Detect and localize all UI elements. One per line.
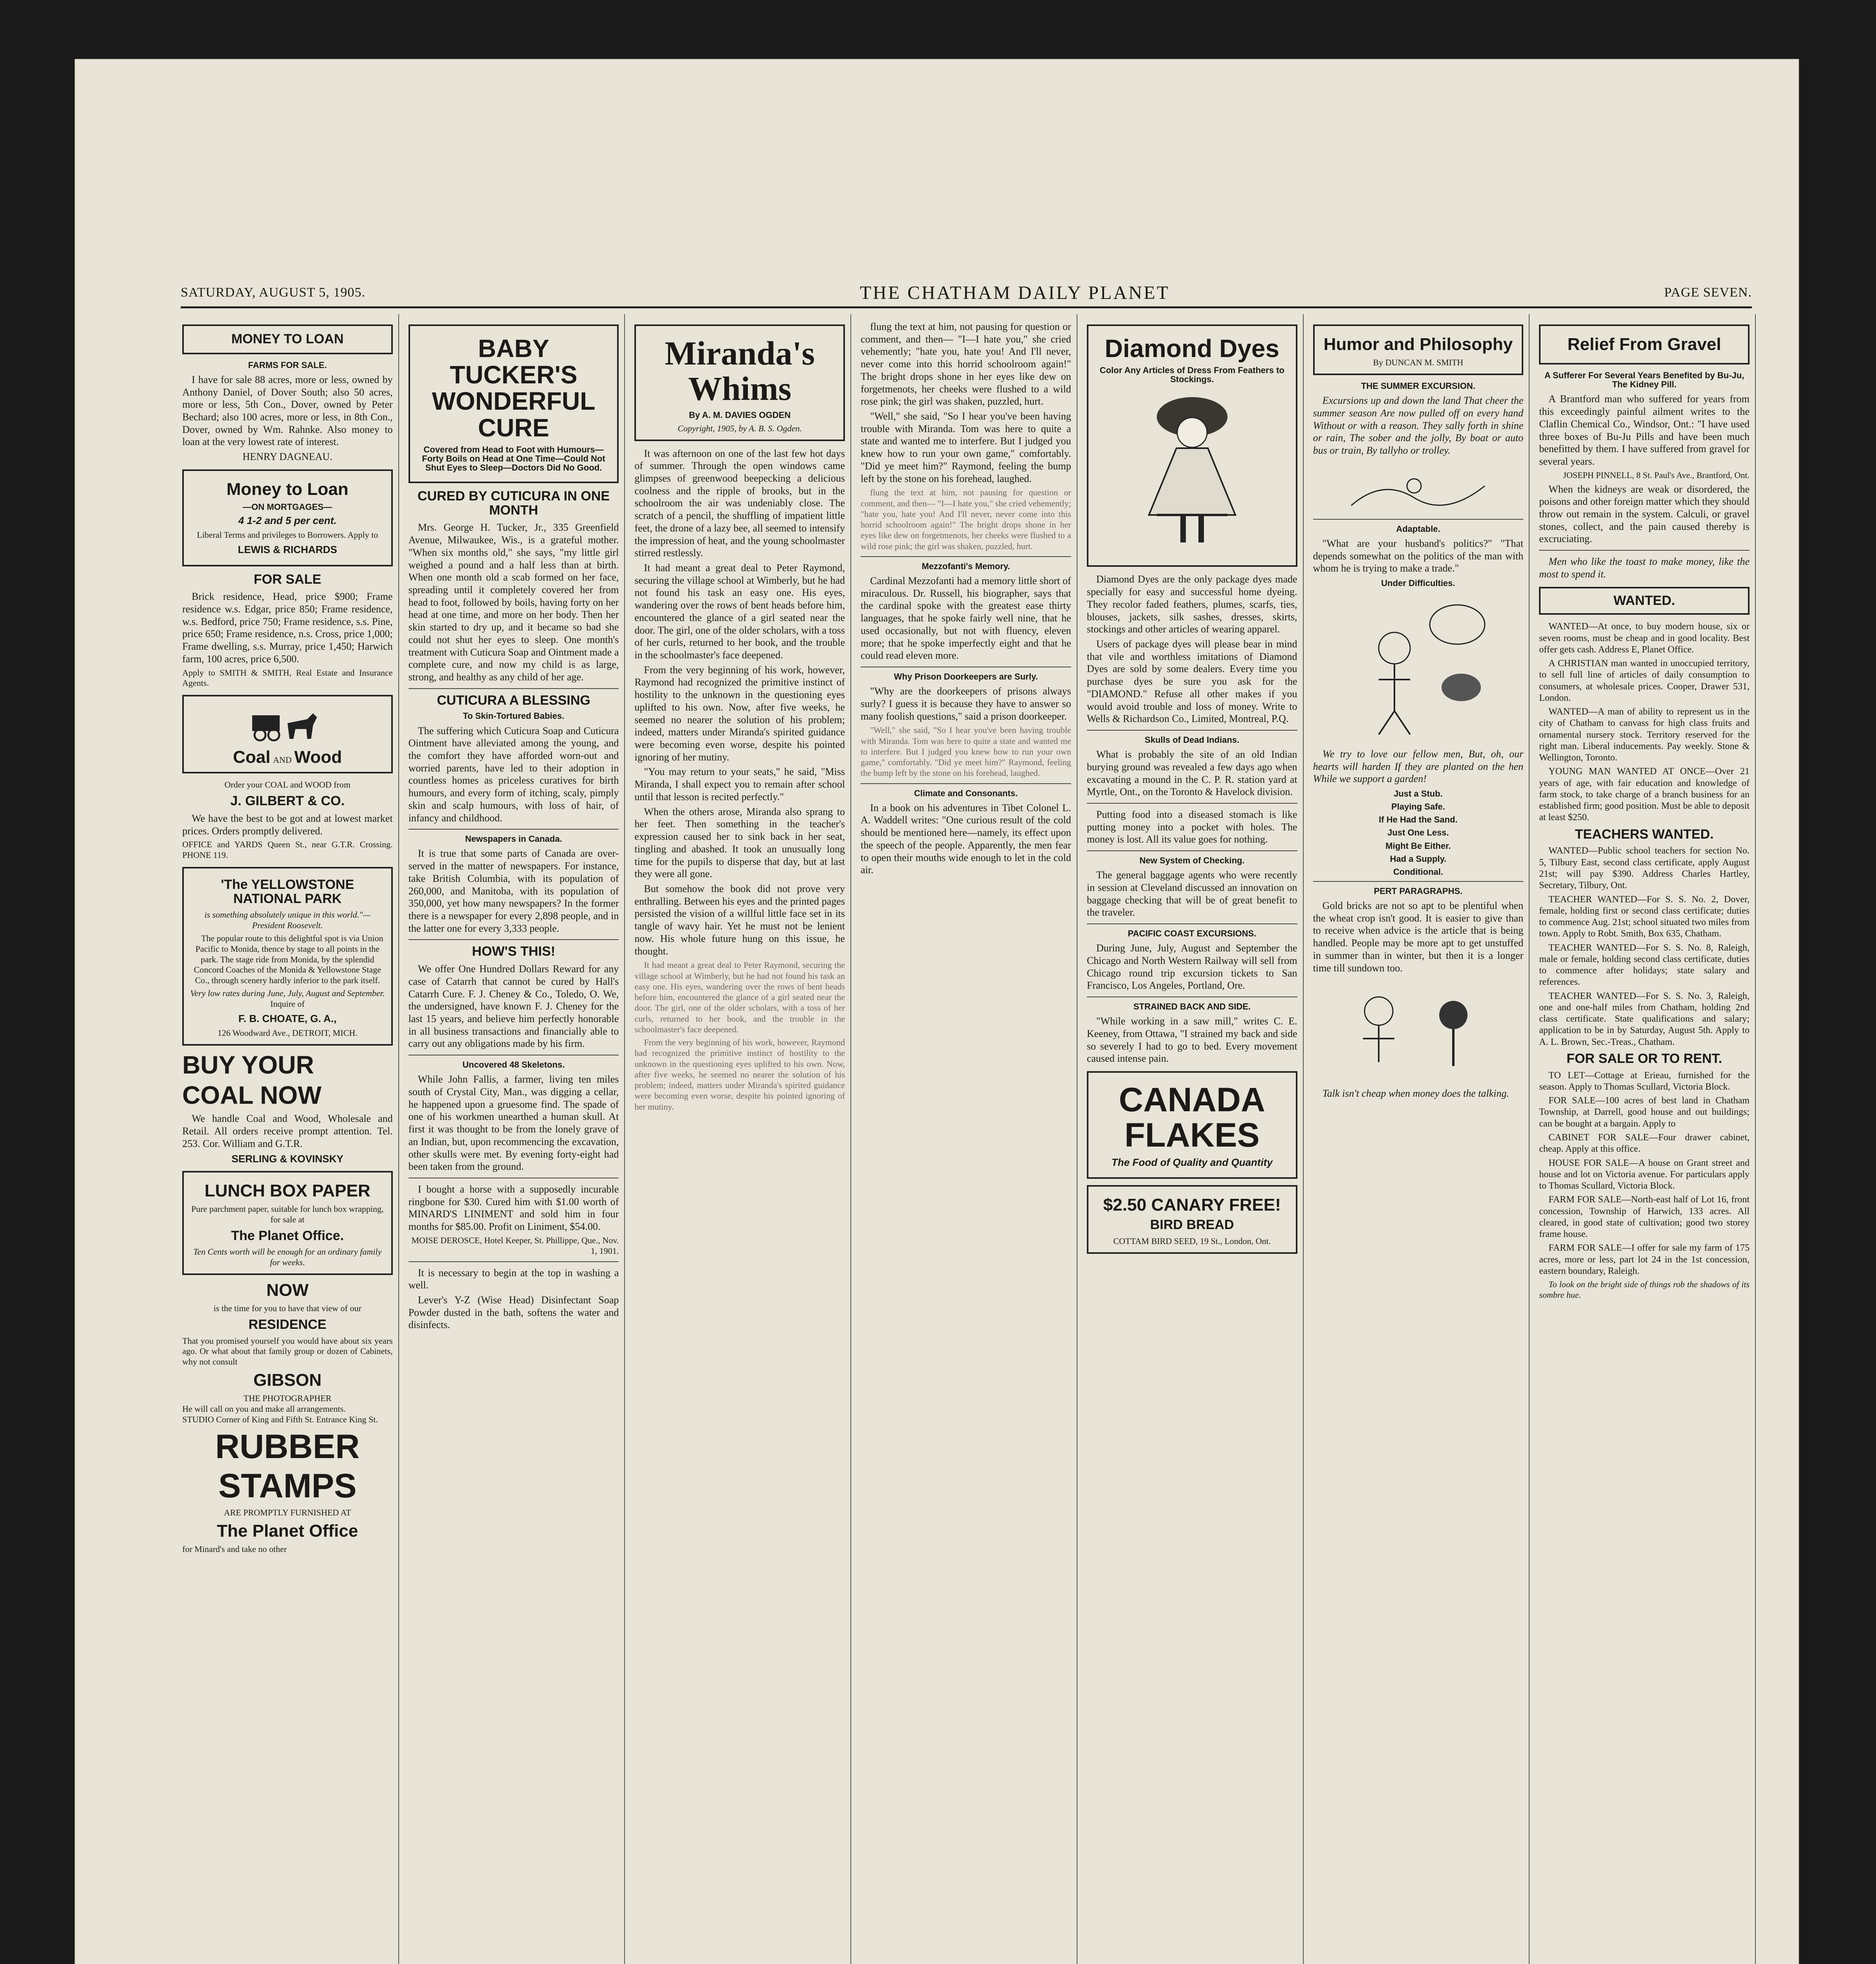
buy-your-heading: BUY YOUR — [182, 1050, 314, 1079]
strained-body: "While working in a saw mill," writes C. E. Keeney, from Ottawa, "I strained my back and side so severely I had to go to bed. Every movement caused intense pain. — [1086, 1015, 1297, 1064]
now-text: is the time for you to have that view of our — [213, 1303, 362, 1314]
dyes-body: Users of package dyes will please bear in mind that vile and worthless imitations of Diamond Dyes are sold by some dealers. Every time you purchase dyes be sure you ask for the "DIAMOND." Refuse all other makes if you would avoid trouble and loss of money. Write to Wells & Richardson Co., Limited, Montreal, P.Q. — [1086, 638, 1297, 725]
coal-wood-ad — [182, 695, 393, 773]
issue-date: SATURDAY, AUGUST 5, 1905. — [181, 285, 366, 300]
story-paragraph: From the very beginning of his work, however, Raymond had recognized the primitive instinct of hostility to the unknown in the questioning eyes uplifted to his own. Now, after five weeks, he seemed no nearer the solution of his problem; indeed, matters under Miranda's spirited guidance were becoming even worse, despite his pointed ignoring of her mutiny. — [634, 664, 845, 763]
classified-item: TEACHER WANTED—For S. S. No. 3, Raleigh, one and one-half miles from Chatham, holding 2nd class certificate. State qualifications and salary; application to be in by Saturday, August 5th. Apply to A. L. Brown, Sec.-Treas., Chatham. — [1539, 991, 1750, 1047]
column-5 — [1081, 314, 1304, 1964]
for-sale-rent-heading: FOR SALE OR TO RENT. — [1566, 1051, 1722, 1066]
sand-heading: If He Had the Sand. — [1379, 815, 1458, 825]
prison-body: "Well," she said, "So I hear you've been having trouble with Miranda. Tom was here to quite a state and wanted me to interfere. But I judged you knew how to run your own game," comfortably. "Did ye meet him?" Raymond, feeling the bump left by the stone on his forehead, laughed. — [861, 725, 1071, 778]
ad-subheading: —ON MORTGAGES— — [243, 502, 332, 512]
classified-item: A CHRISTIAN man wanted in unoccupied territory, to sell full line of articles of daily consumption to consumers, at wholesale prices. Cooper, Drawer 531, London. — [1539, 658, 1750, 703]
pert-heading: PERT PARAGRAPHS. — [1374, 886, 1463, 896]
gravel-body: When the kidneys are weak or disordered, the poisons and other foreign matter which they should throw out remain in the system. Calculi, or gravel stones, collect, and the pain caused thereby is excruciating. — [1539, 483, 1750, 545]
canary-ad — [1087, 1185, 1297, 1254]
ad-rates: Very low rates during June, July, August and September. — [190, 988, 385, 998]
gravel-heading-box — [1539, 324, 1750, 365]
story-paragraph: From the very beginning of his work, however, Raymond had recognized the primitive instinct of hostility to the unknown in the questioning eyes uplifted to his own. Now, after five weeks, he seemed no nearer the solution of his problem; indeed, matters under Miranda's spirited guidance were becoming even worse, despite his pointed ignoring of her mutiny. — [634, 1037, 845, 1112]
minard-note: for Minard's and take no other — [182, 1544, 287, 1554]
classified-item: FOR SALE—100 acres of best land in Chatham Township, at Darrell, good house and out buildings; can be bought at a bargain. Apply to — [1539, 1096, 1750, 1129]
lunch-box-ad — [182, 1171, 393, 1275]
ad-quote: is something absolutely unique in this world."— President Roosevelt. — [204, 910, 371, 931]
classified-item: FARM FOR SALE—North-east half of Lot 16, front concession, Township of Harwich, 133 acres. All cleared, in good state of cultivation; good two storey frame house. — [1539, 1195, 1750, 1240]
stomach-note: Putting food into a diseased stomach is like putting money into a pocket with holes. The money is lost. All its value goes for nothing. — [1086, 808, 1297, 845]
canada-flakes-ad — [1087, 1071, 1297, 1179]
teachers-heading: TEACHERS WANTED. — [1575, 826, 1714, 842]
hen-garden-cartoon-icon — [1336, 593, 1500, 742]
ad-firm: LEWIS & RICHARDS — [238, 544, 337, 556]
photographer-label: THE PHOTOGRAPHER — [243, 1393, 332, 1403]
blessing-heading: CUTICURA A BLESSING — [437, 693, 591, 708]
skulls-body: What is probably the site of an old Indian burying ground was revealed a few days ago when excavating a mound in the C. P. R. station yard at Myrtle, Ont., on the Toronto & Havelock division. — [1086, 749, 1297, 798]
playing-heading: Playing Safe. — [1391, 802, 1445, 812]
ad-heading: Money to Loan — [226, 479, 349, 499]
ad-body: Pure parchment paper, suitable for lunch box wrapping, for sale at — [191, 1204, 384, 1224]
humor-byline: By DUNCAN M. SMITH — [1373, 357, 1464, 368]
ad-product: BIRD BREAD — [1150, 1217, 1234, 1233]
ad-heading: MONEY TO LOAN — [231, 332, 344, 346]
rubber-heading: RUBBER — [215, 1427, 360, 1466]
residence-text: That you promised yourself you would have about six years ago. Or what about that family group or dozen of Cabinets, why not consult — [182, 1336, 393, 1367]
column-4 — [855, 314, 1077, 1964]
classified-item: FARM FOR SALE—I offer for sale my farm of 175 acres, more or less, part lot 24 in the 1st concession, eastern boundary, Raleigh. — [1539, 1243, 1750, 1276]
stub-heading: Just a Stub. — [1394, 789, 1443, 799]
column-6 — [1308, 314, 1530, 1964]
coal-office: OFFICE and YARDS Queen St., near G.T.R. Crossing. PHONE 119. — [182, 839, 393, 860]
cuticura-testimonial: Mrs. George H. Tucker, Jr., 335 Greenfield Avenue, Milwaukee, Wis., is a grateful mother. "When six months old," she says, "my little girl weighed a pound and a half less than at birth. When one month old a scab formed on her face, spreading until it completely covered her from head to foot, followed by boils, having forty on her head at one time, and more on her body. Then her skin started to dry up, and it became so bad she could not shut her eyes to sleep. One month's treatment with Cuticura Soap and Ointment made a complete cure, and now my child is as large, strong, and healthy as any child of her age. — [408, 522, 619, 683]
classified-item: TEACHER WANTED—For S. S. No. 8, Raleigh, male or female, holding second class certificate, duties to commence after holidays; state salary and references. — [1539, 942, 1750, 987]
column-3 — [629, 314, 851, 1964]
coal-firm: J. GILBERT & CO. — [230, 793, 345, 809]
diamond-dyes-ad — [1087, 324, 1297, 567]
adaptable-body: "What are your husband's politics?" "That depends somewhat on the politics of the man with whom he is trying to make a trade." — [1313, 537, 1524, 574]
ad-body: Liberal Terms and privileges to Borrowers. Apply to — [197, 530, 378, 540]
story-paragraph: But somehow the book did not prove very enthralling. Between his eyes and the printed pages persisted the vision of a willful little face set in its tangle of wavy hair. Yet he must not be lenient now. His whole future hung on this issue, he thought. — [634, 883, 845, 957]
ad-body: The popular route to this delightful spot is via Union Pacific to Monida, thence by stage to all points in the park. The stage ride from Monida, by the splendid Concord Coaches of the Monida & Yellowstone Stage Co., through scenery hardly inferior to the park itself. — [194, 933, 383, 986]
prison-heading: Why Prison Doorkeepers are Surly. — [894, 672, 1038, 682]
difficulties-heading: Under Difficulties. — [1381, 578, 1455, 588]
horse-cart-icon — [248, 707, 327, 743]
toast-note: Men who like the toast to make money, like the most to spend it. — [1539, 556, 1750, 580]
gibson-text: He will call on you and make all arrangements. — [182, 1404, 346, 1414]
gravel-title: Relief From Gravel — [1567, 335, 1721, 354]
girl-in-dress-icon — [1133, 389, 1251, 554]
well-note: It is necessary to begin at the top in washing a well. — [408, 1267, 619, 1291]
now-heading: NOW — [266, 1280, 309, 1300]
skulls-heading: Skulls of Dead Indians. — [1145, 735, 1240, 745]
ad-heading: Coal — [233, 747, 271, 767]
ad-inquire: Inquire of — [270, 998, 305, 1009]
coal-now-body: We handle Coal and Wood, Wholesale and Retail. All orders receive prompt attention. Tel. 253. Cor. William and G.T.R. — [182, 1113, 393, 1149]
story-paragraph: "Well," she said, "So I hear you've been having trouble with Miranda. Tom was here to quite a state and wanted me to interfere. But I judged you knew how to run your own game," comfortably. "Did ye meet him?" Raymond, feeling the bump left by the stone on his forehead, laughed. — [861, 410, 1071, 484]
story-paragraph: It was afternoon on one of the last few hot days of summer. Through the open windows came glimpses of greenwood beepecking a delicious coolness and the ripple of brooks, but in the schoolroom the air was undeniably close. The scratch of a pencil, the shuffling of impatient little feet, the drone of a lazy bee, all seemed to intensify the impression of heat, and the young schoolmaster stirred restlessly. — [634, 447, 845, 559]
ad-tagline: The Food of Quality and Quantity — [1111, 1156, 1273, 1168]
pacific-body: During June, July, August and September the Chicago and North Western Railway will sell from Chicago round trip excursion tickets to San Francisco, Los Angeles, Portland, Ore. — [1086, 942, 1297, 991]
classified-item: CABINET FOR SALE—Four drawer cabinet, cheap. Apply at this office. — [1539, 1132, 1750, 1154]
ad-address: COTTAM BIRD SEED, 19 St., London, Ont. — [1113, 1236, 1271, 1246]
blessing-body: The suffering which Cuticura Soap and Cuticura Ointment have alleviated among the young, and the comfort they have afforded worn-out and worried parents, have led to their adoption in countless homes as priceless curatives for birth humours, and every form of itching, scaly, pimply skin and scalp humours, with loss of hair, of infancy and childhood. — [408, 725, 619, 824]
conditional-heading: Conditional. — [1393, 867, 1443, 877]
for-sale-contact: Apply to SMITH & SMITH, Real Estate and Insurance Agents. — [182, 667, 393, 688]
news-heading: Newspapers in Canada. — [465, 834, 562, 844]
newspaper-title: THE CHATHAM DAILY PLANET — [859, 282, 1170, 303]
money-to-loan-ad — [182, 324, 393, 354]
story-paragraph: "You may return to your seats," he said, "Miss Miranda, I shall expect you to remain after school until that lesson is recited perfectly." — [634, 766, 845, 802]
summer-heading: THE SUMMER EXCURSION. — [1361, 381, 1475, 391]
story-title: Miranda's Whims — [665, 334, 815, 408]
mezzofanti-body: Cardinal Mezzofanti had a memory little short of miraculous. Dr. Russell, his biographer, says that the cardinal spoke with the greatest ease thirty languages, that he spoke fairly well nine, that he used occasionally, but not with fluency, eleven more; that he spoke imperfectly eight and that he could read eleven more. — [861, 575, 1071, 661]
classified-item: TO LET—Cottage at Erieau, furnished for the season. Apply to Thomas Scullard, Victoria Block. — [1539, 1070, 1750, 1092]
ad-heading: CANADA FLAKES — [1119, 1081, 1266, 1154]
mezzofanti-heading: Mezzofanti's Memory. — [922, 561, 1010, 571]
adaptable-heading: Adaptable. — [1396, 524, 1440, 534]
dyes-body: Diamond Dyes are the only package dyes made specially for easy and successful home dyeing. They recolor faded feathers, plumes, scarfs, ties, blouses, jackets, silk sashes, dresses, skirts, stockings and other articles of wearing apparel. — [1086, 573, 1297, 635]
stamps-heading: STAMPS — [218, 1467, 357, 1505]
coal-body: We have the best to be got and at lowest market prices. Orders promptly delivered. — [182, 812, 393, 837]
stamps-location: The Planet Office — [217, 1521, 358, 1541]
story-title-box — [634, 324, 845, 441]
difficulties-poem: We try to love our fellow men, But, oh, our hearts will harden If they are planted on the hen While we support a garden! — [1313, 748, 1524, 785]
ad-subheading: FARMS FOR SALE. — [248, 360, 327, 370]
ad-heading: Diamond Dyes — [1105, 334, 1279, 363]
hows-heading: HOW'S THIS! — [472, 944, 555, 959]
residence-heading: RESIDENCE — [248, 1317, 327, 1332]
gravel-body: A Brantford man who suffered for years from this exceedingly painful ailment writes to the Claflin Chemical Co., Windsor, Ont.: "I have used three boxes of Bu-Ju Pills and have been much benefitted by them. I have suffered from gravel for several years. — [1539, 393, 1750, 467]
gibson-heading: GIBSON — [253, 1370, 322, 1390]
story-paragraph: It had meant a great deal to Peter Raymond, securing the village school at Wimberly, but he had not found his task an easy one. His eyes, wandering over the rows of bent heads before him, encountered the glance of a girl seated near the door. The girl, one of the older scholars, with a toss of her curls, returned to her book, and the trouble in the schoolmaster's face deepened. — [634, 960, 845, 1034]
columns — [177, 314, 1756, 1964]
cured-heading: CURED BY CUTICURA IN ONE MONTH — [417, 489, 610, 518]
mortgage-ad — [182, 469, 393, 566]
skeletons-heading: Uncovered 48 Skeletons. — [462, 1060, 565, 1070]
closing-note: To look on the bright side of things rob the shadows of its sombre hue. — [1539, 1279, 1750, 1300]
supply-heading: Had a Supply. — [1390, 854, 1447, 864]
cuticura-ad — [409, 324, 619, 483]
ad-conjunction: AND — [273, 755, 292, 765]
wanted-heading-box — [1539, 587, 1750, 615]
humor-heading-box — [1313, 324, 1524, 375]
page-number: PAGE SEVEN. — [1664, 285, 1752, 300]
talk-cartoon-icon — [1336, 980, 1500, 1082]
coal-now-heading: COAL NOW — [182, 1081, 322, 1110]
ad-subheading: Covered from Head to Foot with Humours—Forty Boils on Head at One Time—Could Not Shut Eyes to Sleep—Doctors Did No Good. — [422, 444, 605, 473]
story-copyright: Copyright, 1905, by A. B. S. Ogden. — [678, 423, 802, 433]
classified-item: WANTED—At once, to buy modern house, six or seven rooms, must be cheap and in good locality. Best offer gets cash. Address E, Planet Office. — [1539, 621, 1750, 655]
ad-location: The Planet Office. — [231, 1228, 344, 1243]
coal-now-firm: SERLING & KOVINSKY — [231, 1153, 344, 1165]
stork-sketch-icon — [1336, 462, 1500, 513]
classified-item: HOUSE FOR SALE—A house on Grant street and house and lot on Victoria avenue. For particulars apply to Thomas Scullard, Victoria Block. — [1539, 1158, 1750, 1191]
checking-heading: New System of Checking. — [1139, 856, 1245, 866]
ad-subheading: Color Any Articles of Dress From Feathers to Stockings. — [1099, 365, 1284, 385]
column-1 — [177, 314, 399, 1964]
yellowstone-ad — [182, 867, 393, 1046]
strained-heading: STRAINED BACK AND SIDE. — [1133, 1002, 1251, 1012]
either-heading: Might Be Either. — [1385, 841, 1451, 851]
skeletons-body: While John Fallis, a farmer, living ten miles south of Crystal City, Man., was digging a cellar, he happened upon a gruesome find. The spade of one of his workmen unearthed a human skull. At first it was thought to be from the lonely grave of an Indian, but, upon recommencing the excavation, other skulls were met. By evening forty-eight had been taken from the ground. — [408, 1074, 619, 1173]
story-paragraph: flung the text at him, not pausing for question or comment, and then— "I—I hate you," she cried vehemently; "hate you, hate you! And I'll never, never come into this horrid schoolroom again!" The bright drops shone in her eyes like dew on forgetmenots, her cheeks were flushed to a wild rose pink; the girl was shaken, puzzled, hurt. — [861, 321, 1071, 407]
summer-poem: Excursions up and down the land That cheer the summer season Are now pulled off on every hand Without or with a reason. They sally forth in shine or rain, The sober and the jolly, By boat or auto bus or train, By tallyho or trolley. — [1313, 395, 1524, 456]
news-body: It is true that some parts of Canada are over-served in the matter of newspapers. For instance, take British Columbia, with its population of 260,000, and Manitoba, with its population of 350,000, yet how many newspapers? In the former there is a newspaper for every 2,898 people, and in the latter one for every 3,333 people. — [408, 848, 619, 934]
story-byline: By A. M. DAVIES OGDEN — [689, 410, 791, 420]
hows-body: We offer One Hundred Dollars Reward for any case of Catarrh that cannot be cured by Hall's Catarrh Cure. F. J. Cheney & Co., Toledo, O. We, the undersigned, have known F. J. Cheney for the last 15 years, and believe him perfectly honorable in all business transactions and financially able to carry out any obligations made by his firm. — [408, 963, 619, 1050]
studio-address: STUDIO Corner of King and Fifth St. Entrance King St. — [182, 1414, 378, 1424]
justone-heading: Just One Less. — [1387, 828, 1449, 838]
ad-agent: F. B. CHOATE, G. A., — [238, 1012, 337, 1024]
stamps-text: ARE PROMPTLY FURNISHED AT — [224, 1508, 351, 1518]
ad-signature: HENRY DAGNEAU. — [242, 451, 333, 463]
story-paragraph: flung the text at him, not pausing for question or comment, and then— "I—I hate you," she cried vehemently; "hate you, hate you! And I'll never, never come into this horrid schoolroom again!" The bright drops shone in her eyes like dew on forgetmenots, her cheeks were flushed to a wild rose pink; the girl was shaken, puzzled, hurt. — [861, 487, 1071, 551]
checking-body: The general baggage agents who were recently in session at Cleveland discussed an innovation on baggage checking that will be of great benefit to the traveler. — [1086, 869, 1297, 918]
ad-rate: 4 1-2 and 5 per cent. — [238, 515, 337, 527]
story-paragraph: It had meant a great deal to Peter Raymond, securing the village school at Wimberly, but he had not found his task an easy one. His eyes, wandering over the rows of bent heads before him, encountered the glance of a girl seated near the door. The girl, one of the older scholars, with a toss of her curls, returned to her book, and the trouble in the schoolmaster's face deepened. — [634, 562, 845, 661]
lever-note: Lever's Y-Z (Wise Head) Disinfectant Soap Powder dusted in the bath, softens the water and disinfects. — [408, 1294, 619, 1331]
wanted-heading: WANTED. — [1613, 593, 1675, 608]
humor-title: Humor and Philosophy — [1323, 335, 1513, 354]
coal-order-text: Order your COAL and WOOD from — [224, 780, 351, 790]
newspaper-page — [75, 59, 1799, 1964]
classified-item: YOUNG MAN WANTED AT ONCE—Over 21 years of age, with fair education and knowledge of farm stock, to take charge of a branch business for an established firm; good position. Must be able to deposit at least $250. — [1539, 766, 1750, 823]
ad-body: I have for sale 88 acres, more or less, owned by Anthony Daniel, of Dover South; also 50 acres, more or less, 5th Con., Dover, owned by Peter Bechard; also 100 acres, more or less, in 8th Con., Dover, owned by Wm. Rahnke. Also money to loan at the very lowest rate of interest. — [182, 374, 393, 448]
prison-body: "Why are the doorkeepers of prisons always surly? I guess it is because they have to answer so many foolish questions," said a prison doorkeeper. — [861, 685, 1071, 722]
minard-testimonial: I bought a horse with a supposedly incurable ringbone for $30. Cured him with $1.00 worth of MINARD'S LINIMENT and sold him in four months for $85.00. Profit on Liniment, $54.00. — [408, 1183, 619, 1233]
climate-body: In a book on his adventures in Tibet Colonel L. A. Waddell writes: "One curious result of the cold should be mentioned here—namely, its effect upon the speech of the people. Apparently, the men fear to open their mouths wide enough to let in the cold air. — [861, 802, 1071, 876]
classified-item: WANTED—A man of ability to represent us in the city of Chatham to canvass for high class fruits and ornamental nursery stock. Territory reserved for the right man. Liberal inducements. Pay weekly. Stone & Wellington, Toronto. — [1539, 707, 1750, 763]
pert-body: Gold bricks are not so apt to be plentiful when the wheat crop isn't good. It is easier to give than to receive when advice is the article that is being handled. People may be more apt to get unstuffed in summer than in winter, but then it is a longer time till sundown too. — [1313, 900, 1524, 974]
climate-heading: Climate and Consonants. — [914, 788, 1018, 798]
ad-heading: BABY TUCKER'S WONDERFUL CURE — [432, 334, 595, 442]
minard-signature: MOISE DEROSCE, Hotel Keeper, St. Phillippe, Que., Nov. 1, 1901. — [411, 1235, 619, 1256]
ad-heading: $2.50 CANARY FREE! — [1103, 1195, 1281, 1215]
classified-item: TEACHER WANTED—For S. S. No. 2, Dover, female, holding first or second class certificate; duties to commence Aug. 21st; school situated two miles from town. Apply to Robt. Smith, Box 635, Chatham. — [1539, 894, 1750, 939]
classified-item: WANTED—Public school teachers for section No. 5, Tilbury East, second class certificate, apply August 21st; will pay $390. Address Charles Hartley, Secretary, Tilbury, Ont. — [1539, 846, 1750, 891]
ad-price: Ten Cents worth will be enough for an ordinary family for weeks. — [193, 1247, 382, 1268]
for-sale-list: Brick residence, Head, price $900; Frame residence w.s. Edgar, price 850; Frame residence, w.s. Bedford, price 750; Frame residence, s.s. Pine, price 650; Frame residence, n.s. Cross, price 1,000; Frame dwelling, s.s. Murray, price 1,450; Harwich farm, 100 acres, price 6,500. — [182, 591, 393, 665]
ad-heading: LUNCH BOX PAPER — [204, 1181, 370, 1200]
talk-note: Talk isn't cheap when money does the talking. — [1322, 1088, 1509, 1099]
masthead — [181, 279, 1752, 308]
blessing-subheading: To Skin-Tortured Babies. — [463, 711, 564, 721]
column-2 — [403, 314, 625, 1964]
story-paragraph: When the others arose, Miranda also sprang to her feet. Then something in the teacher's expression caused her to sink back in her seat, tingling and abashed. It took an unusually long time for the pupils to disperse that day, but at last they were all gone. — [634, 806, 845, 880]
ad-address: 126 Woodward Ave., DETROIT, MICH. — [217, 1028, 357, 1038]
for-sale-heading: FOR SALE — [253, 572, 321, 587]
column-7 — [1533, 314, 1756, 1964]
pacific-heading: PACIFIC COAST EXCURSIONS. — [1128, 929, 1257, 939]
ad-heading: 'The YELLOWSTONE NATIONAL PARK — [221, 877, 354, 906]
gravel-subheading: A Sufferer For Several Years Benefited by Bu-Ju, The Kidney Pill. — [1544, 370, 1744, 390]
ad-heading: Wood — [294, 747, 342, 767]
gravel-signature: JOSEPH PINNELL, 8 St. Paul's Ave., Brantford, Ont. — [1563, 470, 1750, 480]
